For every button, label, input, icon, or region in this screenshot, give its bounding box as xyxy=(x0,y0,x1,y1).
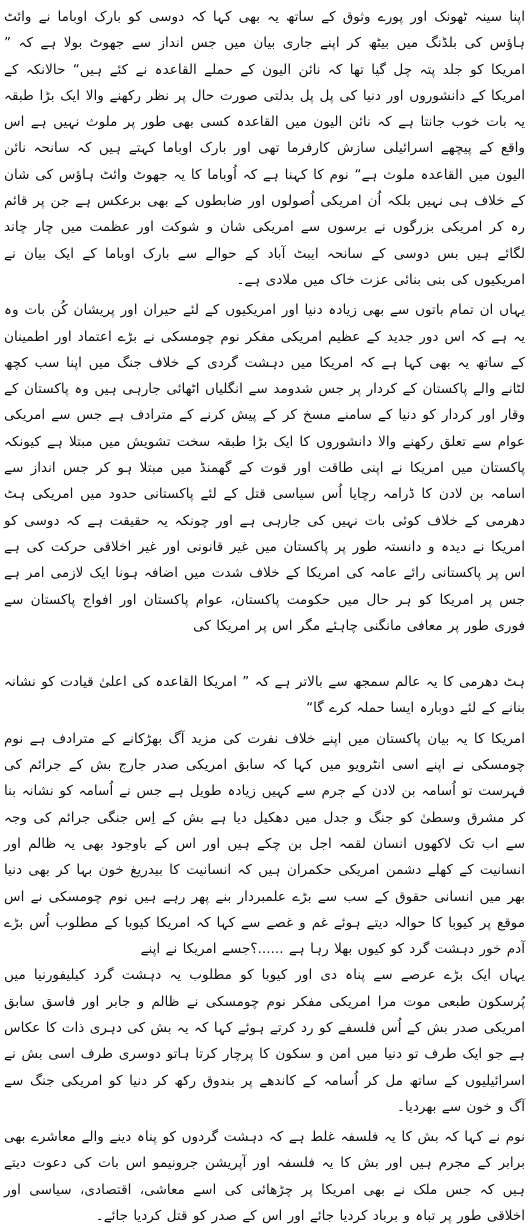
paragraph-3: ہٹ دھرمی کا یہ عالم سمجھ سے بالاتر ہے کہ ” امریکا القاعدہ کی اعلیٰ قیادت کو نشانہ بنانے کے لئے دوبارہ ایسا حملہ کرے گا“ xyxy=(4,674,525,717)
paragraph-2: یہاں ان تمام باتوں سے بھی زیادہ دنیا اور امریکیوں کے لئے حیران اور پریشان کُن بات وہ یہ ہے کہ اس دور جدید کے عظیم امریکی مفکر نوم چومسکی نے بڑے اعتماد اور اطمینان کے ساتھ یہ بھی کہا ہے کہ امریکا میں دہشت گردی کے خلاف جنگ میں اپنا سب کچھ لٹانے والے پاکستان کے کردار پر جس شدومد سے انگلیاں اٹھائی جارہی ہیں وہ پاکستان کے وقار اور کردار کو دنیا کے سامنے مسخ کر کے پیش کرنے کے مترادف ہے جس سے امریکی عوام سے تعلق رکھنے والا دانشوروں کا ایک بڑا طبقہ سخت تشویش میں مبتلا ہے کیونکہ پاکستان میں امریکا نے اپنی طاقت اور قوت کے گھمنڈ میں مبتلا ہو کر جس انداز سے اسامہ بن لادن کا ڈرامہ رچایا اُس سیاسی قتل کے لئے پاکستانی حدود میں امریکی ہٹ دھرمی کے خلاف کوئی بات نہیں کی جارہی ہے اور چونکہ یہ حقیقت ہے کہ دوسی کو امریکا نے دیدہ و دانستہ طور پر پاکستان میں غیر قانونی اور غیر اخلاقی حرکت کی ہے اس پر پاکستانی رائے عامہ کی امریکا کے خلاف شدت میں اضافہ ہونا ایک لازمی امر ہے جس پر امریکا کو ہر حال میں حکومت پاکستان، عوام پاکستان اور افواج پاکستان سے فوری طور پر معافی مانگنی چاہئے مگر اس پر امریکا کی xyxy=(4,302,525,634)
paragraph-1: اپنا سینہ ٹھونک اور پورے وثوق کے ساتھ یہ بھی کہا کہ دوسی کو بارک اوباما نے وائٹ ہاؤس کی بلڈنگ میں بیٹھ کر اپنے جاری بیان میں جس انداز سے جھوٹ بولا ہے کہ ” امریکا کو جلد پتہ چل گیا تھا کہ نائن الیون کے حملے القاعدہ نے کئے ہیں“ حالانکہ کے امریکا کے دانشوروں اور دنیا کی پل پل بدلتی صورت حال پر نظر رکھنے والا ایک بڑا طبقہ یہ بات خوب جانتا ہے کہ نائن الیون میں القاعدہ کسی بھی طور پر ملوث نہیں ہے اس واقع کے پیچھے اسرائیلی سازش کارفرما تھی اور بارک اوباما کہتے ہیں کہ سانحہ نائن الیون میں القاعدہ ملوث ہے“ نوم کا کہنا ہے کہ اُوباما کا یہ جھوٹ وائٹ ہاؤس کی شان کے خلاف ہی نہیں بلکہ اُن امریکی اُصولوں اور ضابطوں کے بھی برعکس ہے جن پر قائم رہ کر امریکی بزرگوں نے برسوں سے امریکی شان و شوکت اور عظمت میں چار چاند لگائے ہیں بس دوسی کے سانحہ ایبٹ آباد کے حوالے سے بارک اوباما کے ایک بیان نے امریکیوں کی بنی بنائی عزت خاک میں ملادی ہے۔ xyxy=(4,9,525,288)
article-body xyxy=(4,4,525,1225)
paragraph-6: نوم نے کہا کہ بش کا یہ فلسفہ غلط ہے کہ دہشت گردوں کو پناہ دینے والے معاشرے بھی برابر کے مجرم ہیں اور بش کا یہ فلسفہ اور آپریشن جرونیمو اس بات کی دعوت دیتے ہیں کہ جس ملک نے بھی امریکا پر چڑھائی کی اسے معاشی، اقتصادی، سیاسی اور اخلاقی طور پر تباہ و برباد کردیا جائے اور اس کے صدر کو قتل کردیا جائے۔ xyxy=(4,1129,525,1225)
paragraph-4: امریکا کا یہ بیان پاکستان میں اپنے خلاف نفرت کی مزید آگ بھڑکانے کے مترادف ہے نوم چومسکی نے اپنے اسی انٹرویو میں کہا کہ سابق امریکی صدر جارج بش کے جرائم کی فہرست تو اُسامہ بن لادن کے جرم سے کہیں زیادہ طویل ہے جس نے اُسامہ کو نشانہ بنا کر مشرق وسطیٰ کو جنگ و جدل میں دھکیل دیا ہے بش کے اِس جنگی جرائم کی وجہ سے اب تک لاکھوں انسان لقمہ اجل بن چکے ہیں اور اس کے باوجود بھی یہ ظالم اور انسانیت کے کھلے دشمن امریکی حکمران ہیں کہ انسانیت کا بیدریغ خون بہا کر بھی دنیا بھر میں انسانی حقوق کے سب سے بڑے علمبردار بنے پھر رہے ہیں نوم چومسکی نے اس موقع پر کیوبا کا حوالہ دیتے ہوئے غم و غصے سے کہا کہ امریکا کیوبا کے مطلوب اُس بڑے آدم خور دہشت گرد کو کیوں بھلا رہا ہے ......؟جسے امریکا نے اپنے xyxy=(4,730,525,958)
section-gap xyxy=(4,639,525,669)
paragraph-5: یہاں ایک بڑے عرصے سے پناہ دی اور کیوبا کو مطلوب یہ دہشت گرد کیلیفورنیا میں پُرسکون طبعی موت مرا امریکی مفکر نوم چومسکی نے ظالم و جابر اور فاسق سابق امریکی صدر بش کے اُس فلسفے کو رد کرتے ہوئے کہا کہ یہ بش کی دہری ذات کا عکاس ہے جو ایک طرف تو دنیا میں امن و سکون کا پرچار کرتا ہاتو دوسری طرف اسی بش نے اسرائیلیوں کے ساتھ مل کر اُسامہ کے کاندھے پر بندوق رکھ کر دنیا کو امریکی جنگ سے آگ و خون سے بھردیا۔ xyxy=(4,967,525,1115)
